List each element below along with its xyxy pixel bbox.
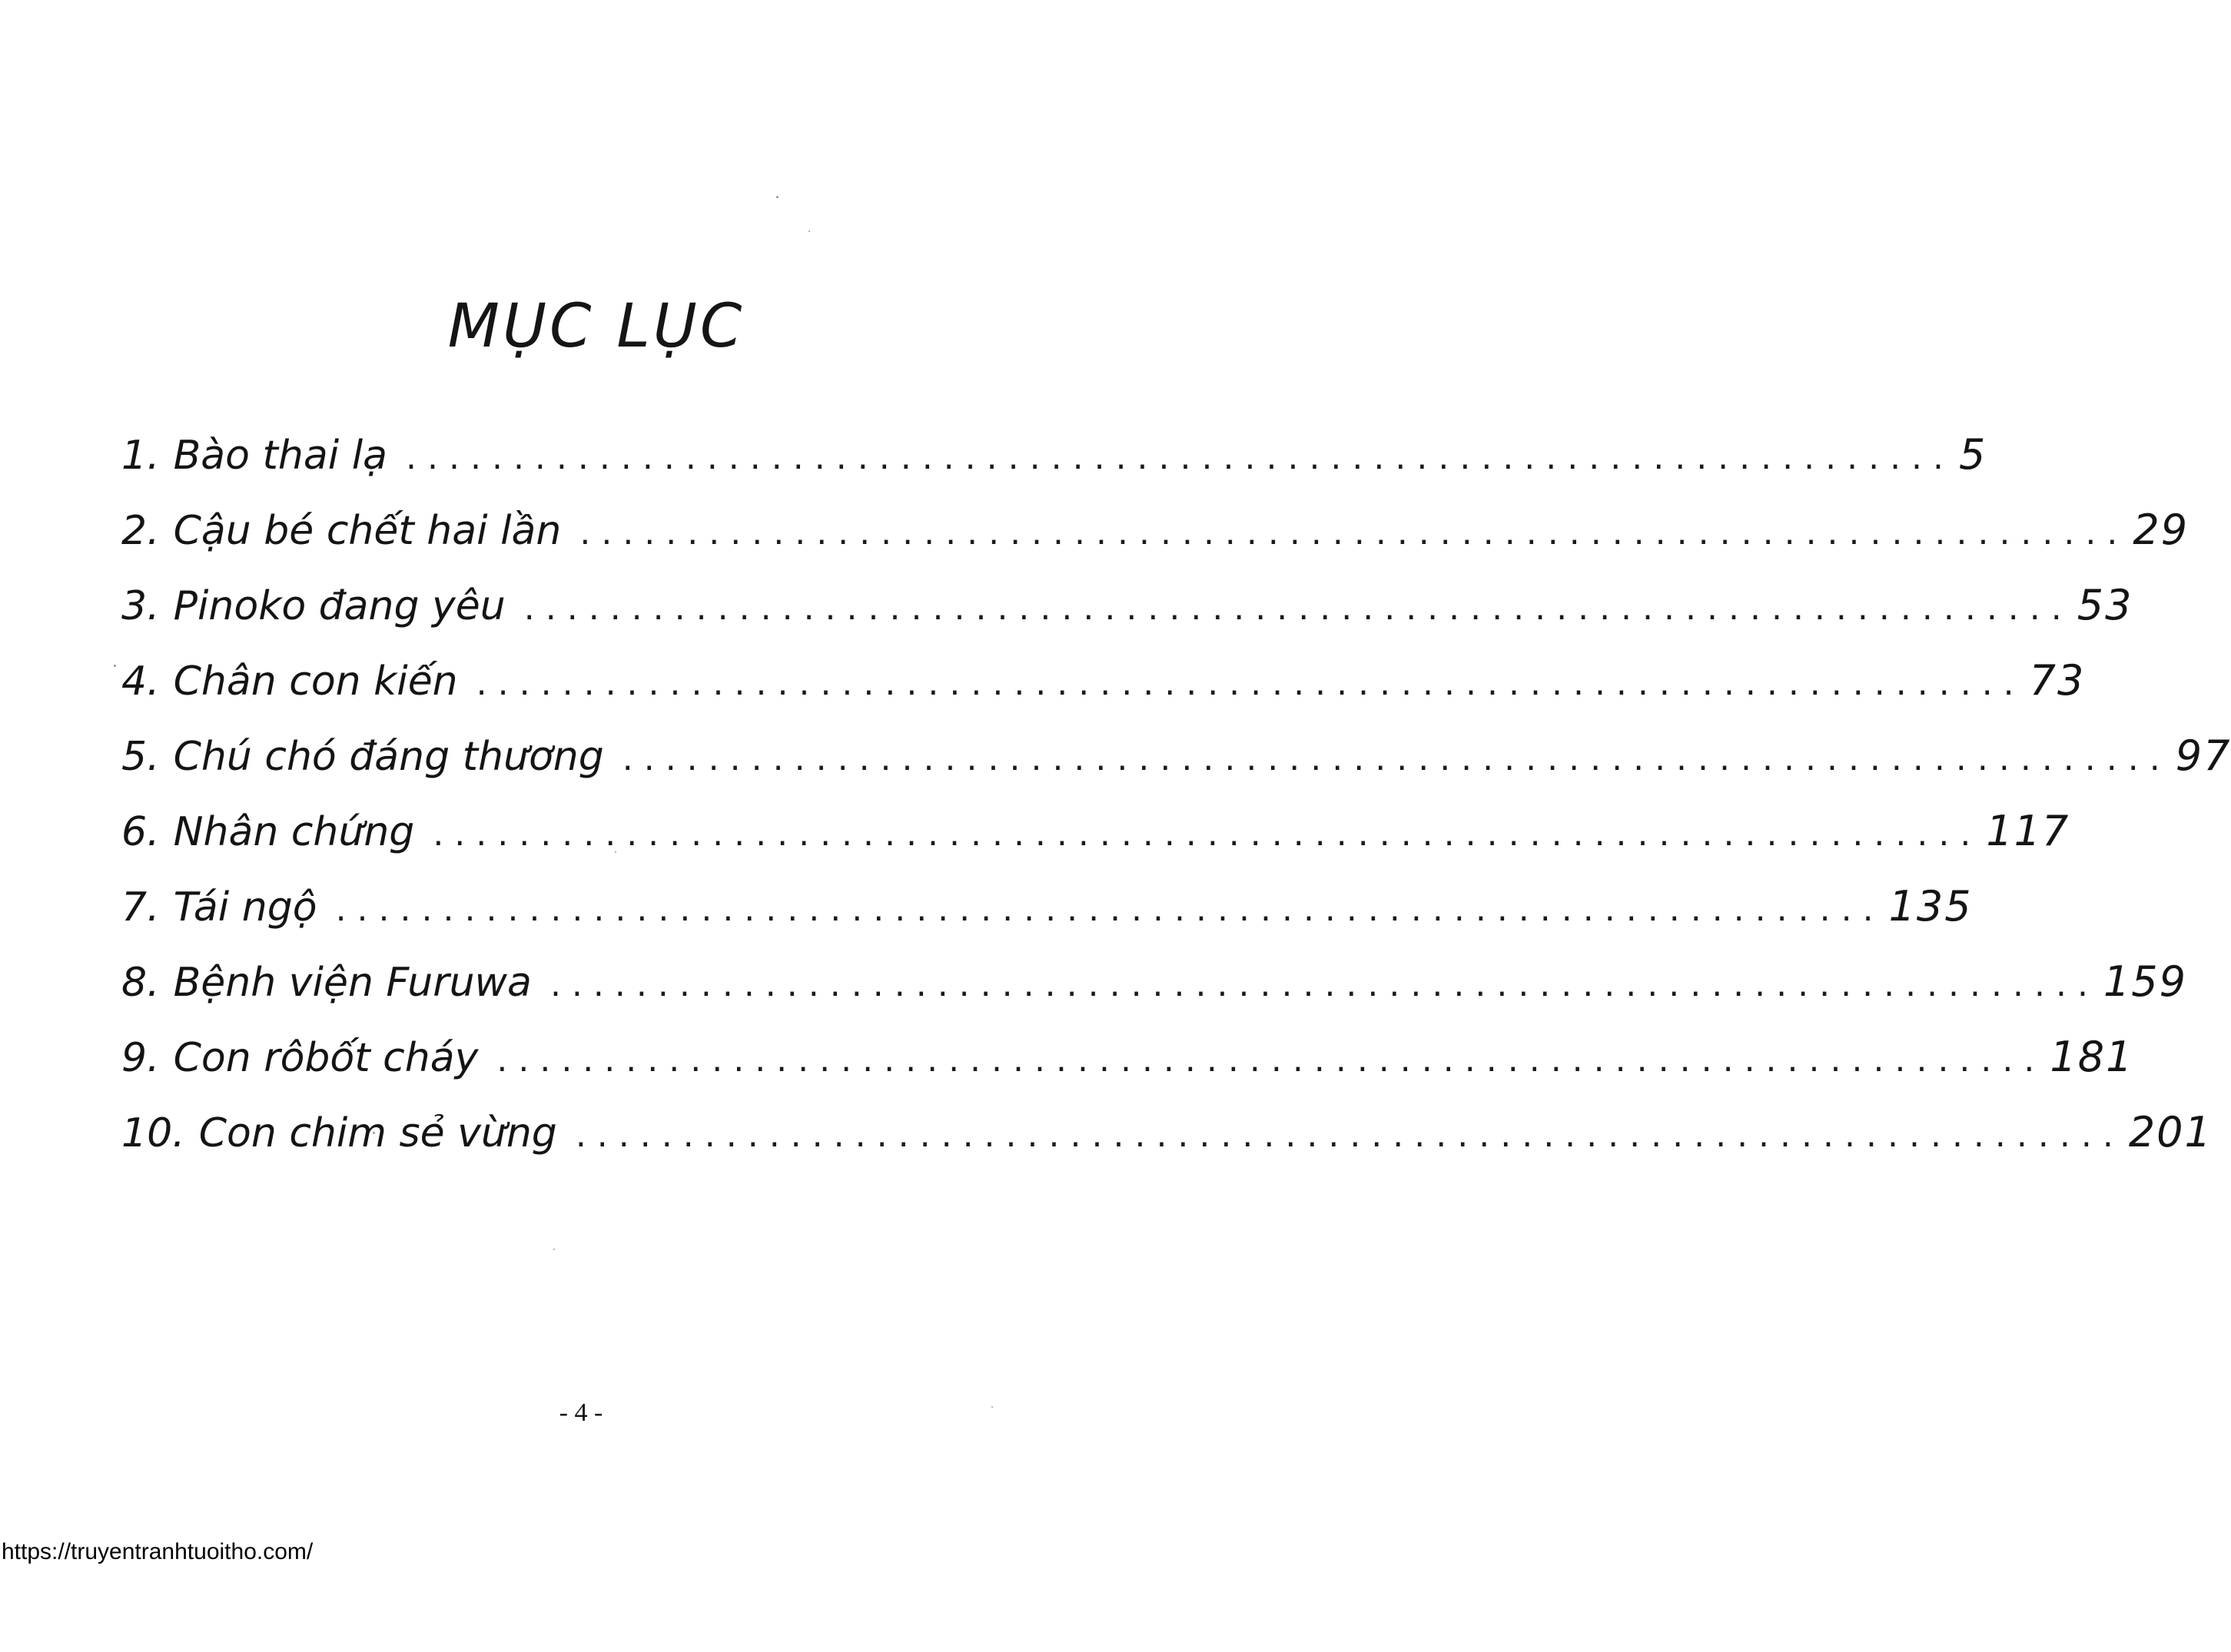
page-title: MỤC LỤC [447, 292, 745, 361]
toc-entry-title: Bào thai lạ [173, 433, 388, 479]
toc-entry [121, 1108, 2213, 1183]
toc-entry-page: 181 [2050, 1033, 2134, 1081]
scan-speck [776, 196, 779, 198]
toc-entry-title: Bệnh viện Furuwa [173, 960, 532, 1006]
toc-entry [121, 731, 2231, 807]
toc-entry [121, 957, 2188, 1033]
toc-entry [121, 581, 2133, 656]
dot-leader: ........................................................................ [549, 965, 2099, 1004]
dot-leader: ........................................................................ [579, 513, 2129, 552]
toc-entry-number: 3. [121, 583, 160, 629]
toc-entry-number: 5. [121, 734, 160, 780]
toc-entry-title: Cậu bé chết hai lần [173, 508, 562, 554]
toc-entry-page: 135 [1888, 882, 1973, 930]
table-of-contents [121, 430, 2231, 1183]
source-url-link[interactable]: https://truyentranhtuoitho.com/ [2, 1539, 314, 1564]
toc-entry [121, 656, 2086, 731]
dot-leader: ........................................................................ [575, 1116, 2124, 1155]
toc-entry-page: 53 [2077, 581, 2133, 629]
toc-entry [121, 807, 2070, 882]
toc-entry-number: 1. [121, 433, 160, 479]
dot-leader: ........................................................................ [433, 814, 1982, 854]
dot-leader: ........................................................................ [476, 664, 2025, 703]
toc-entry-page: 73 [2029, 656, 2086, 705]
toc-entry-number: 7. [121, 884, 160, 930]
toc-entry-number: 2. [121, 508, 160, 554]
toc-entry-page: 29 [2133, 506, 2190, 554]
toc-entry-page: 97 [2175, 731, 2231, 780]
toc-entry-number: 9. [121, 1035, 160, 1081]
page-number: - 4 - [559, 1398, 603, 1427]
toc-entry [121, 506, 2190, 581]
dot-leader: ........................................................................ [406, 438, 1955, 477]
toc-entry-number: 4. [121, 658, 160, 705]
toc-entry [121, 882, 1973, 957]
dot-leader: ........................................................................ [335, 890, 1884, 929]
toc-entry-title: Nhân chứng [173, 809, 415, 855]
toc-entry-number: 10. [121, 1110, 185, 1156]
toc-entry-page: 117 [1986, 807, 2070, 855]
toc-entry-number: 6. [121, 809, 160, 855]
toc-entry-title: Chân con kiến [173, 658, 458, 705]
toc-entry-page: 159 [2103, 957, 2188, 1006]
toc-entry-title: Tái ngộ [173, 884, 317, 930]
toc-entry-number: 8. [121, 960, 160, 1006]
toc-entry [121, 430, 1987, 506]
toc-entry-page: 201 [2128, 1108, 2213, 1156]
toc-entry-page: 5 [1959, 430, 1987, 479]
toc-entry [121, 1033, 2134, 1108]
dot-leader: ........................................................................ [622, 739, 2171, 778]
toc-entry-title: Pinoko đang yêu [173, 583, 506, 629]
toc-entry-title: Con rôbốt cháy [173, 1035, 479, 1081]
scan-speck [114, 665, 116, 667]
scan-speck [808, 231, 810, 232]
toc-entry-title: Chú chó đáng thương [173, 734, 604, 780]
dot-leader: ........................................................................ [523, 589, 2073, 628]
dot-leader: ........................................................................ [496, 1040, 2046, 1080]
toc-entry-title: Con chim sẻ vừng [198, 1110, 557, 1156]
scan-speck [553, 1249, 555, 1250]
